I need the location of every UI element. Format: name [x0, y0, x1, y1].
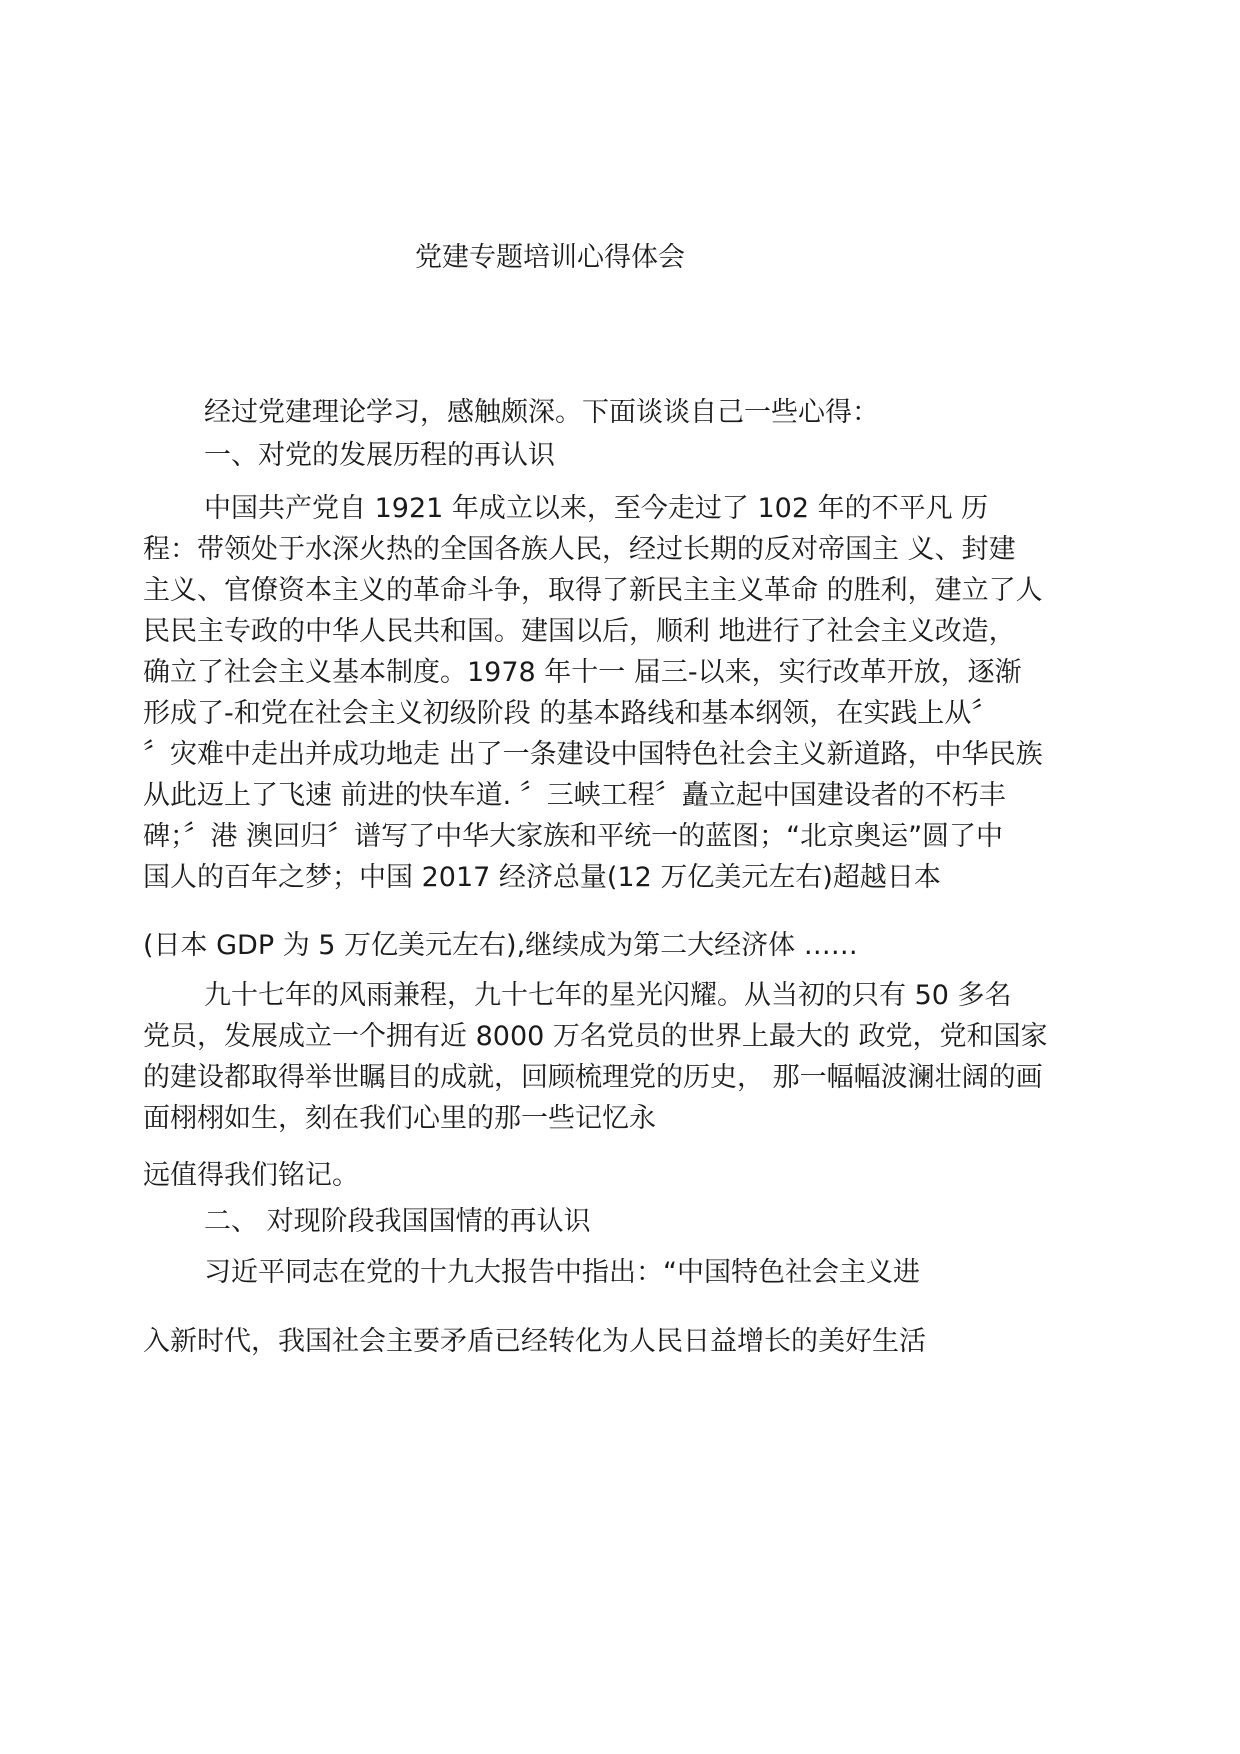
paragraph-line: (日本 GDP 为 5 万亿美元左右),继续成为第二大经济体 …… [143, 930, 858, 961]
paragraph-line: 习近平同志在党的十九大报告中指出：“中国特色社会主义进 [204, 1257, 920, 1288]
paragraph-line: 碑；〞港 澳回归〞谱写了中华大家族和平统一的蓝图；“北京奥运”圆了中 [143, 821, 1004, 852]
paragraph-line: 国人的百年之梦；中国 2017 经济总量(12 万亿美元左右)超越日本 [143, 862, 941, 893]
section-heading-2: 二、 对现阶段我国国情的再认识 [204, 1206, 591, 1237]
paragraph-line: 入新时代，我国社会主要矛盾已经转化为人民日益增长的美好生活 [143, 1326, 926, 1357]
paragraph-line: 民民主专政的中华人民共和国。建国以后，顺利 地进行了社会主义改造， [143, 616, 1016, 647]
paragraph-line: 确立了社会主义基本制度。1978 年十一 届三-以来，实行改革开放，逐渐 [143, 657, 1022, 688]
document-title: 党建专题培训心得体会 [415, 242, 685, 273]
paragraph-line: 形成了-和党在社会主义初级阶段 的基本路线和基本纲领，在实践上从〞 [143, 698, 999, 729]
paragraph-line: 远值得我们铭记。 [143, 1160, 359, 1191]
paragraph-line: 九十七年的风雨兼程，九十七年的星光闪耀。从当初的只有 50 多名 [204, 980, 1012, 1011]
paragraph-line: 主义、官僚资本主义的革命斗争，取得了新民主主义革命 的胜利，建立了人 [143, 575, 1043, 606]
section-heading-1: 一、对党的发展历程的再认识 [204, 440, 555, 471]
intro-paragraph: 经过党建理论学习，感触颇深。下面谈谈自己一些心得： [204, 397, 879, 428]
paragraph-line: 的建设都取得举世瞩目的成就，回顾梳理党的历史， 那一幅幅波澜壮阔的画 [143, 1062, 1043, 1093]
paragraph-line: 面栩栩如生，刻在我们心里的那一些记忆永 [143, 1103, 656, 1134]
paragraph-line: 程：带领处于水深火热的全国各族人民，经过长期的反对帝国主 义、封建 [143, 534, 1016, 565]
paragraph-line: 〞灾难中走出并成功地走 出了一条建设中国特色社会主义新道路，中华民族 [143, 739, 1043, 770]
paragraph-line: 党员，发展成立一个拥有近 8000 万名党员的世界上最大的 政党，党和国家 [143, 1021, 1048, 1052]
paragraph-line: 中国共产党自 1921 年成立以来，至今走过了 102 年的不平凡 历 [204, 493, 989, 524]
paragraph-line: 从此迈上了飞速 前进的快车道. 〞三峡工程〞矗立起中国建设者的不朽丰 [143, 780, 1006, 811]
